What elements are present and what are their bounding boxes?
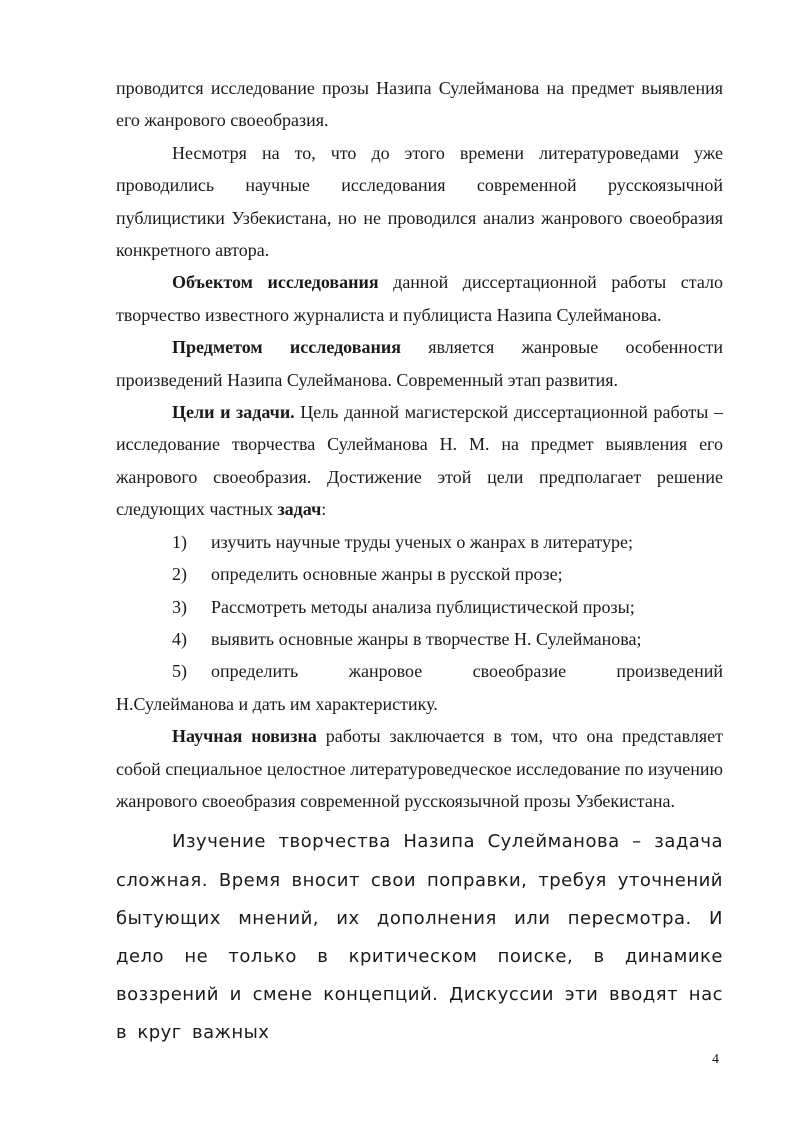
paragraph-subject [116,331,723,396]
list-item-text: изучить научные труды ученых о жанрах в литературе; [211,531,633,552]
paragraph-intro: проводится исследование прозы Назипа Сулейманова на предмет выявления его жанрового своеобразия. [116,78,723,131]
tasks-word: задач [277,499,322,520]
goals-text: Цель данной магистерской диссертационной работы – исследование творчества Сулейманова Н. М. на предмет выявления его жанрового своеобразия. Достижение этой цели предполагает решение следующих частных [116,402,723,520]
list-item-continuation: Н.Сулейманова и дать им характеристику. [116,693,438,714]
paragraph-study-complexity: Изучение творчества Назипа Сулейманова – задача сложная. Время вносит свои поправки, требуя уточнений бытующих мнений, их дополнения или пересмотра. И дело не только в критическом поиске, в динамике воззрений и смене концепций. Дискуссии эти вводят нас в круг важных [116,831,723,1044]
list-item-number: 2) [172,564,187,585]
list-item [116,655,723,687]
list-item-text: выявить основные жанры в творчестве Н. Сулейманова; [211,628,642,649]
paragraph-object [116,266,723,331]
page-content [116,72,723,1053]
list-item-text: определить основные жанры в русской прозе; [211,564,563,585]
subject-text: является жанровые особенности произведений Назипа Сулейманова. Современный этап развития. [116,337,724,390]
object-text: данной диссертационной работы стало творчество известного журналиста и публициста Назипа Сулейманова. [116,272,723,325]
list-item-number: 1) [172,531,187,552]
list-item [116,623,723,655]
list-item-number: 3) [172,596,187,617]
goals-colon: : [321,499,327,520]
novelty-heading: Научная новизна [172,726,317,747]
paragraph-previous-research: Несмотря на то, что до этого времени литературоведами уже проводились научные исследования современной русскоязычной публицистики Узбекистана, но не проводился анализ жанрового своеобразия конкретного автора. [116,142,723,261]
list-item [116,591,723,623]
subject-heading: Предметом исследования [172,337,401,358]
paragraph-novelty [116,720,723,817]
novelty-text: работы заключается в том, что она представляет собой специальное целостное литературоведческое исследование по изучению жанрового своеобразия современной русскоязычной прозы Узбекистана. [116,726,724,811]
list-item-text: определить жанровое своеобразие произведений [211,661,723,682]
paragraph-goals [116,396,723,526]
list-item [116,526,723,558]
list-item-number: 4) [172,628,187,649]
list-item-number: 5) [172,661,187,682]
list-item-text: Рассмотреть методы анализа публицистической прозы; [211,596,635,617]
page-number: 4 [712,1052,719,1067]
list-item [116,558,723,590]
goals-heading: Цели и задачи. [172,402,295,423]
object-heading: Объектом исследования [172,272,379,293]
